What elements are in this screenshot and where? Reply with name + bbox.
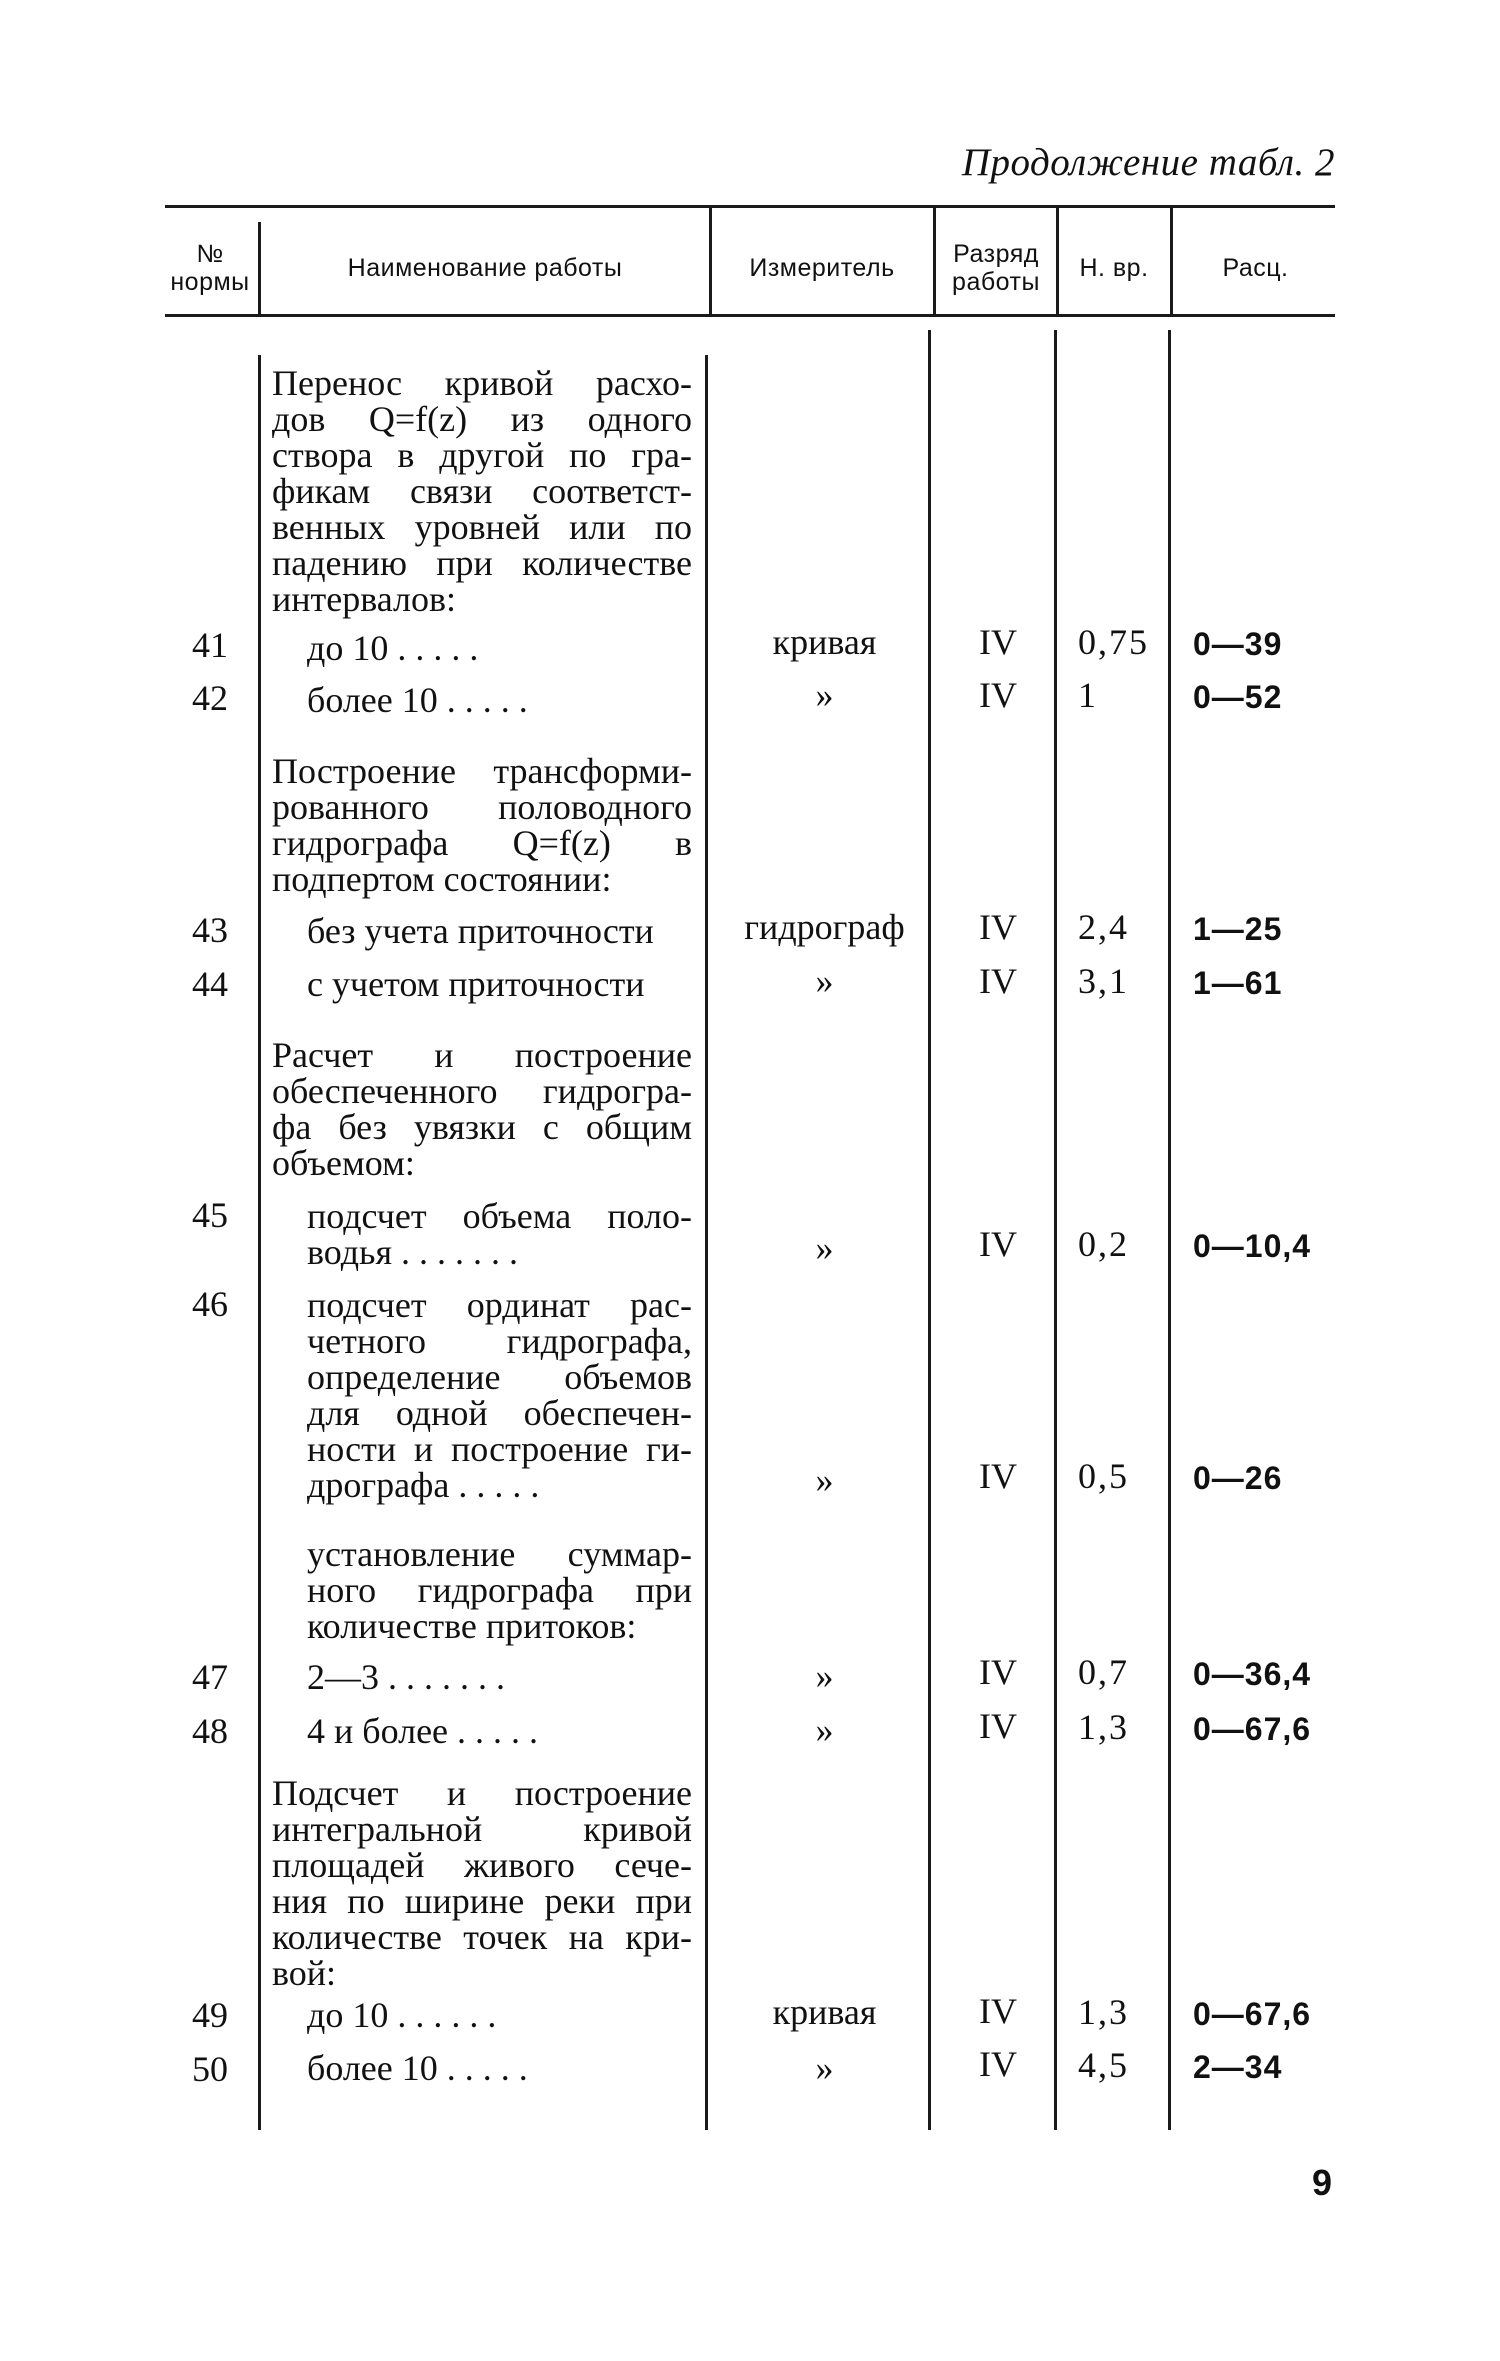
header-time-norm: Н. вр. [1079, 253, 1149, 282]
row-measure: » [815, 1460, 834, 1500]
row-rate: 1—25 [1193, 911, 1283, 947]
row-number: 41 [192, 625, 228, 665]
row-rate: 0—52 [1193, 679, 1283, 715]
group-heading-line: дов Q=f(z) из одного [272, 399, 692, 439]
row-grade: IV [979, 675, 1017, 715]
group-heading-line: количестве притоков: [307, 1606, 637, 1646]
row-rate: 0—10,4 [1193, 1228, 1312, 1264]
group-heading-line: объемом: [272, 1143, 415, 1183]
group-heading [272, 1775, 692, 1991]
row-name-line: 4 и более . . . . . [307, 1711, 539, 1751]
group-heading-line: Расчет и построение [272, 1035, 692, 1075]
group-heading-line: падению при количестве [272, 543, 692, 583]
row-name-line: 2—3 . . . . . . . [307, 1657, 505, 1697]
row-grade: IV [979, 2044, 1017, 2084]
column-divider [258, 355, 261, 2130]
group-heading-line: вой: [272, 1953, 337, 1993]
row-grade: IV [979, 1706, 1017, 1746]
page-number: 9 [1311, 2162, 1332, 2203]
row-number: 42 [192, 678, 228, 718]
row-grade: IV [979, 961, 1017, 1001]
row-number: 46 [192, 1284, 228, 1324]
row-name [307, 1287, 692, 1503]
row-grade: IV [979, 622, 1017, 662]
row-grade: IV [979, 907, 1017, 947]
row-rate: 1—61 [1193, 965, 1283, 1001]
row-name-line: без учета приточности [307, 911, 654, 951]
row-name [307, 682, 692, 718]
row-time: 0,5 [1078, 1456, 1129, 1496]
row-measure: » [815, 1656, 834, 1696]
row-name-line: до 10 . . . . . [307, 628, 479, 668]
row-rate: 0—26 [1193, 1460, 1283, 1496]
row-grade: IV [979, 1456, 1017, 1496]
column-divider [705, 355, 708, 2130]
group-heading-line: Перенос кривой расхо- [272, 363, 692, 403]
row-number: 43 [192, 910, 228, 950]
row-name-line: четного гидрографа, [307, 1321, 692, 1361]
row-rate: 2—34 [1193, 2049, 1283, 2085]
group-heading-line: ного гидрографа при [307, 1570, 692, 1610]
row-name-line: определение объемов [307, 1357, 692, 1397]
group-heading-line: венных уровней или по [272, 507, 692, 547]
row-name-line: для одной обеспечен- [307, 1393, 692, 1433]
group-heading-line: створа в другой по гра- [272, 435, 692, 475]
group-heading [272, 1037, 692, 1181]
row-rate: 0—67,6 [1193, 1711, 1312, 1747]
group-heading-line: подпертом состоянии: [272, 859, 612, 899]
row-time: 1 [1078, 675, 1098, 715]
row-name-line: подсчет объема поло- [307, 1196, 692, 1236]
group-heading-line: Построение трансформи- [272, 751, 692, 791]
row-number: 47 [192, 1657, 228, 1697]
row-rate: 0—36,4 [1193, 1656, 1312, 1692]
group-heading-line: обеспеченного гидрогра- [272, 1071, 692, 1111]
row-time: 4,5 [1078, 2045, 1129, 2085]
row-number: 45 [192, 1195, 228, 1235]
group-heading-line: рованного половодного [272, 787, 692, 827]
group-heading [272, 753, 692, 897]
row-time: 0,2 [1078, 1224, 1129, 1264]
group-heading-line: фикам связи соответст- [272, 471, 692, 511]
group-heading-line: площадей живого сече- [272, 1845, 692, 1885]
group-heading-line: количестве точек на кри- [272, 1917, 692, 1957]
row-name-line: дрографа . . . . . [307, 1465, 540, 1505]
row-name-line: водья . . . . . . . [307, 1232, 519, 1272]
group-heading-line: установление суммар- [307, 1534, 692, 1574]
header-norm-number: № нормы [170, 239, 250, 296]
row-number: 48 [192, 1711, 228, 1751]
header-measure: Измеритель [749, 253, 895, 282]
row-rate: 0—39 [1193, 626, 1283, 662]
row-measure: гидрограф [744, 907, 905, 947]
row-name [307, 1713, 692, 1749]
group-heading-line: фа без увязки с общим [272, 1107, 692, 1147]
row-name [307, 913, 692, 949]
table-top-rule [165, 205, 1335, 208]
row-time: 0,7 [1078, 1652, 1129, 1692]
row-measure: кривая [772, 1992, 877, 2032]
row-name-line: более 10 . . . . . [307, 680, 528, 720]
table-caption: Продолжение табл. 2 [961, 141, 1335, 184]
row-measure: » [815, 961, 834, 1001]
row-name-line: ности и построение ги- [307, 1429, 692, 1469]
header-bottom-rule [165, 314, 1335, 317]
row-time: 1,3 [1078, 1707, 1129, 1747]
row-name [307, 630, 692, 666]
row-time: 2,4 [1078, 907, 1129, 947]
row-measure: » [815, 2048, 834, 2088]
row-measure: » [815, 1228, 834, 1268]
row-time: 0,75 [1078, 622, 1149, 662]
group-heading-line: гидрографа Q=f(z) в [272, 823, 692, 863]
row-name [307, 1659, 692, 1695]
row-number: 49 [192, 1995, 228, 2035]
group-heading [307, 1536, 692, 1644]
group-heading-line: ния по ширине реки при [272, 1881, 692, 1921]
row-number: 50 [192, 2049, 228, 2089]
row-name-line: подсчет ординат рас- [307, 1285, 692, 1325]
row-name-line: с учетом приточности [307, 964, 645, 1004]
row-name-line: более 10 . . . . . [307, 2048, 528, 2088]
row-number: 44 [192, 964, 228, 1004]
row-time: 1,3 [1078, 1992, 1129, 2032]
row-rate: 0—67,6 [1193, 1996, 1312, 2032]
row-grade: IV [979, 1991, 1017, 2031]
group-heading [272, 365, 692, 617]
row-time: 3,1 [1078, 961, 1129, 1001]
row-name [307, 966, 692, 1002]
row-name-line: до 10 . . . . . . [307, 1995, 497, 2035]
group-heading-line: интегральной кривой [272, 1809, 692, 1849]
row-grade: IV [979, 1652, 1017, 1692]
row-measure: » [815, 1710, 834, 1750]
column-divider [1168, 330, 1171, 2130]
row-name [307, 1198, 692, 1270]
header-rate: Расц. [1222, 253, 1289, 282]
column-divider [1054, 330, 1057, 2130]
row-name [307, 1997, 692, 2033]
header-grade: Разряд работы [952, 239, 1040, 296]
row-measure: кривая [772, 622, 877, 662]
header-work-name: Наименование работы [347, 253, 623, 282]
group-heading-line: Подсчет и построение [272, 1773, 692, 1813]
row-name [307, 2050, 692, 2086]
group-heading-line: интервалов: [272, 579, 457, 619]
row-grade: IV [979, 1224, 1017, 1264]
row-measure: » [815, 675, 834, 715]
